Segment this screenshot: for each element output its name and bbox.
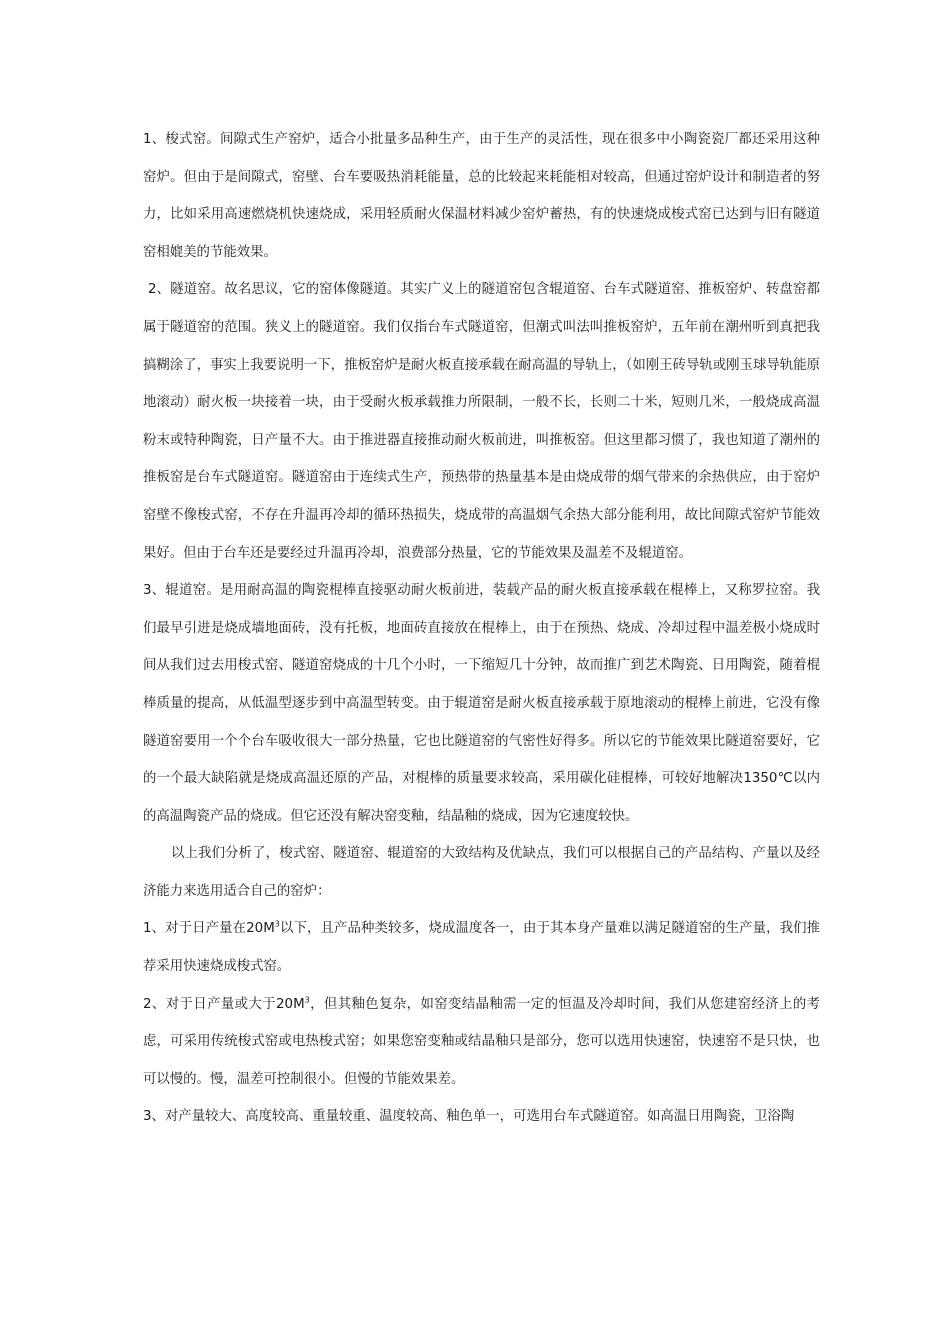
paragraph-summary: 以上我们分析了，梭式窑、隧道窑、辊道窑的大致结构及优缺点，我们可以根据自己的产品结构、产量以及经济能力来选用适合自己的窑炉： [143, 846, 820, 899]
recommendation-2-text-after: ，但其釉色复杂，如窑变结晶釉需一定的恒温及冷却时间，我们从您建窑经济上的考虑，可采用传统梭式窑或电热梭式窑；如果您窑变釉或结晶釉只是部分，您可以选用快速窑，快速窑不是只快，也可以慢的。慢，温差可控制很小。但慢的节能效果差。 [143, 996, 820, 1087]
recommendation-2-text-before: 2、对于日产量或大于20M [143, 996, 305, 1012]
paragraph-shuttle-kiln: 1、梭式窑。间隙式生产窑炉，适合小批量多品种生产，由于生产的灵活性，现在很多中小陶瓷瓷厂都还采用这种窑炉。但由于是间隙式，窑壁、台车要吸热消耗能量，总的比较起来耗能相对较高，但通过窑炉设计和制造者的努力，比如采用高速燃烧机快速烧成，采用轻质耐火保温材料减少窑炉蓄热，有的快速烧成梭式窑已达到与旧有隧道窑相媲美的节能效果。 [143, 132, 820, 260]
document-body [143, 121, 820, 1136]
paragraph-recommendation-2 [143, 986, 820, 1099]
paragraph-recommendation-1 [143, 910, 820, 985]
paragraph-roller-kiln: 3、辊道窑。是用耐高温的陶瓷棍棒直接驱动耐火板前进，装载产品的耐火板直接承载在棍棒上，又称罗拉窑。我们最早引进是烧成墙地面砖，没有托板，地面砖直接放在棍棒上，由于在预热、烧成、冷却过程中温差极小烧成时间从我们过去用梭式窑、隧道窑烧成的十几个小时，一下缩短几十分钟，故而推广到艺术陶瓷、日用陶瓷，随着棍棒质量的提高，从低温型逐步到中高温型转变。由于辊道窑是耐火板直接承载于原地滚动的棍棒上前进，它没有像隧道窑要用一个个台车吸收很大一部分热量，它也比隧道窑的气密性好得多。所以它的节能效果比隧道窑要好，它的一个最大缺陷就是烧成高温还原的产品，对棍棒的质量要求较高，采用碳化硅棍棒，可较好地解决1350℃以内的高温陶瓷产品的烧成。但它还没有解决窑变釉，结晶釉的烧成，因为它速度较快。 [143, 583, 820, 824]
recommendation-1-text-before: 1、对于日产量在20M [143, 921, 275, 937]
paragraph-recommendation-3: 3、对产量较大、高度较高、重量较重、温度较高、釉色单一，可选用台车式隧道窑。如高温日用陶瓷，卫浴陶 [143, 1109, 795, 1125]
cubic-superscript: 3 [304, 995, 310, 1005]
cubic-superscript: 3 [274, 920, 280, 929]
recommendation-1-text-after: 以下，且产品种类较多，烧成温度各一，由于其本身产量难以满足隧道窑的生产量，我们推荐采用快速烧成梭式窑。 [143, 921, 820, 975]
paragraph-tunnel-kiln: 2、隧道窑。故名思议，它的窑体像隧道。其实广义上的隧道窑包含辊道窑、台车式隧道窑、推板窑炉、转盘窑都属于隧道窑的范围。狭义上的隧道窑。我们仅指台车式隧道窑，但潮式叫法叫推板窑炉，五年前在潮州听到真把我搞糊涂了，事实上我要说明一下，推板窑炉是耐火板直接承载在耐高温的导轨上，（如刚王砖导轨或刚玉球导轨能原地滚动）耐火板一块接着一块，由于受耐火板承载推力所限制，一般不长，长则二十米，短则几米，一般烧成高温粉末或特种陶瓷，日产量不大。由于推进器直接推动耐火板前进，叫推板窑。但这里都习惯了，我也知道了潮州的推板窑是台车式隧道窑。隧道窑由于连续式生产，预热带的热量基本是由烧成带的烟气带来的余热供应，由于窑炉窑壁不像梭式窑，不存在升温再冷却的循环热损失，烧成带的高温烟气余热大部分能利用，故比间隙式窑炉节能效果好。但由于台车还是要经过升温再冷却，浪费部分热量，它的节能效果及温差不及辊道窑。 [143, 282, 820, 561]
